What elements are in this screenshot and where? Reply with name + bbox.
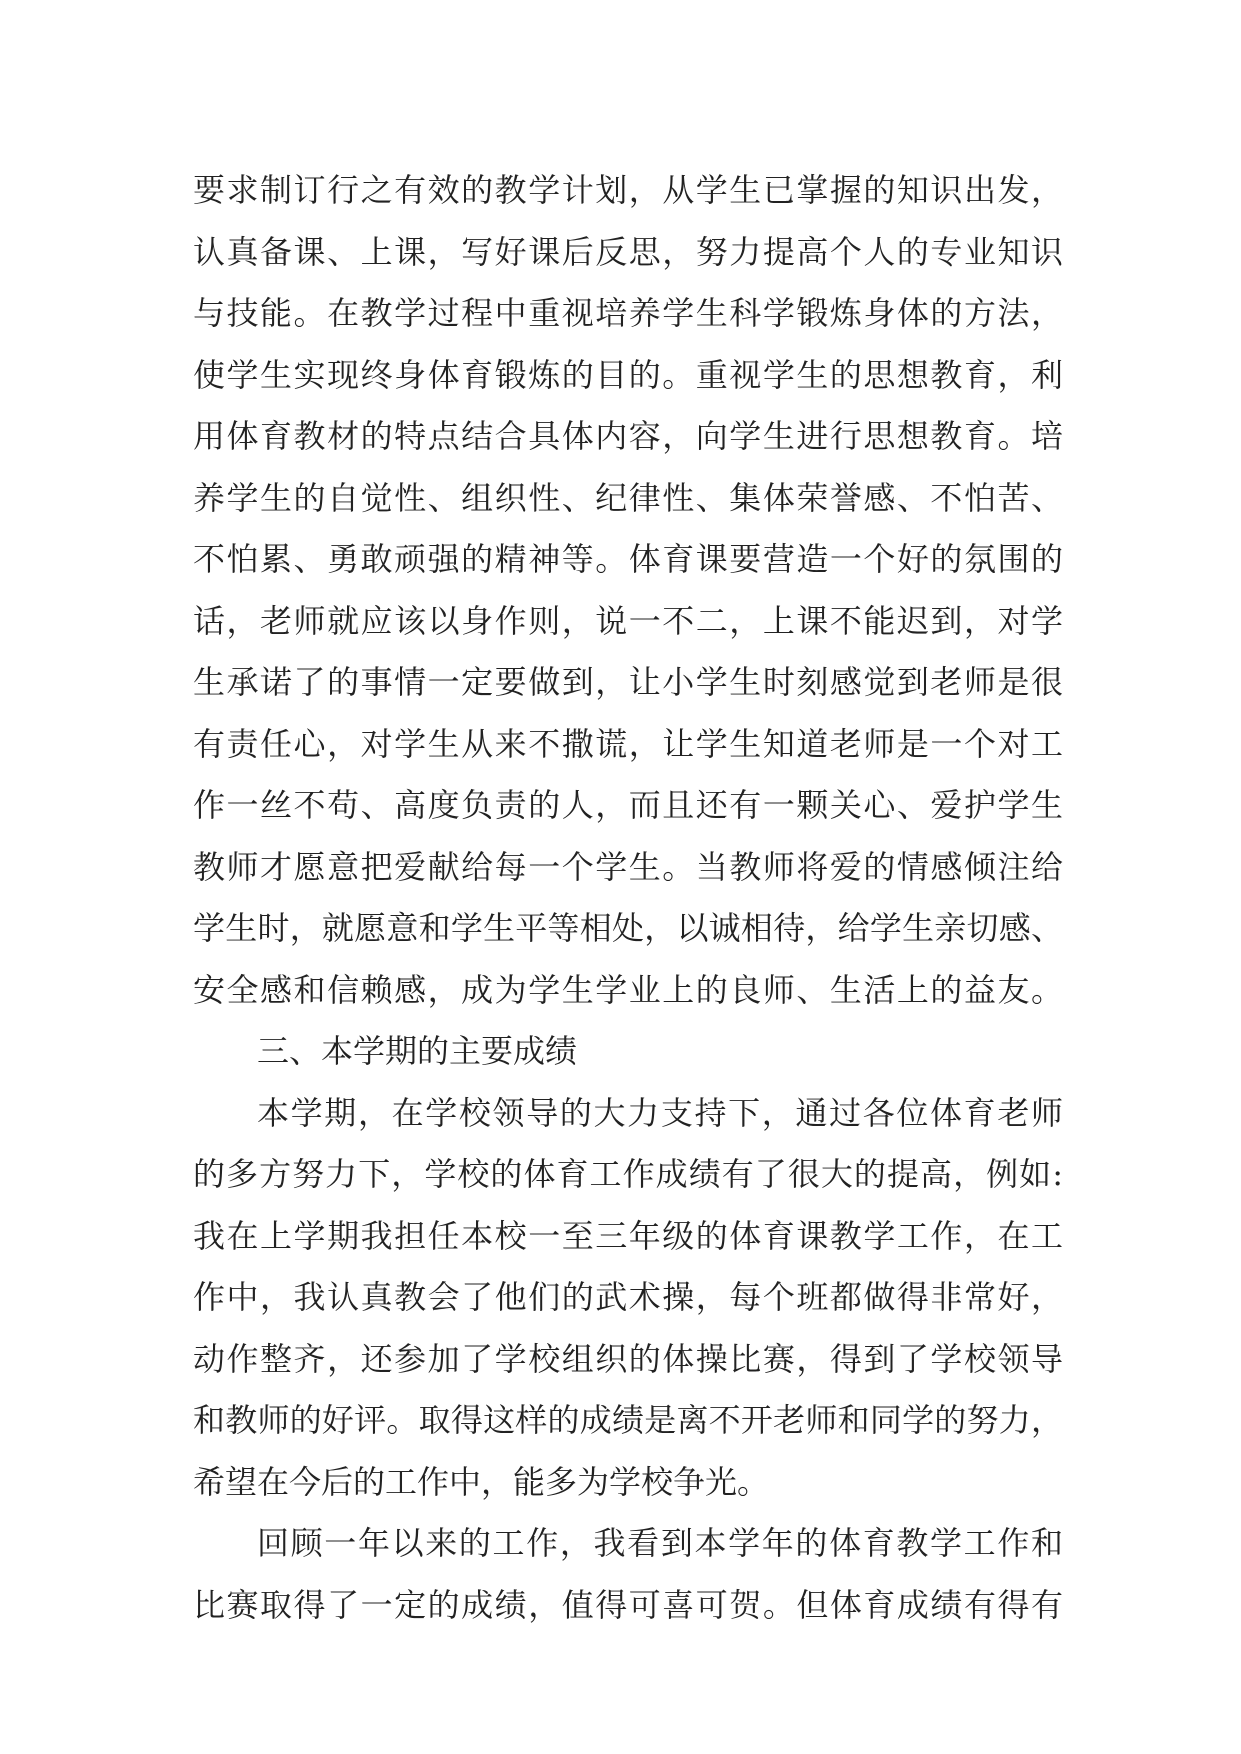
text-line: 要求制订行之有效的教学计划，从学生已掌握的知识出发，	[193, 171, 1063, 209]
text-line: 生承诺了的事情一定要做到，让小学生时刻感觉到老师是很	[193, 663, 1063, 701]
text-line: 使学生实现终身体育锻炼的目的。重视学生的思想教育，利	[193, 355, 1063, 394]
text-line: 作一丝不苟、高度负责的人，而且还有一颗关心、爱护学生	[193, 786, 1063, 824]
text-line: 动作整齐，还参加了学校组织的体操比赛，得到了学校领导	[193, 1339, 1063, 1378]
text-line: 用体育教材的特点结合具体内容，向学生进行思想教育。培	[193, 417, 1063, 455]
text-line: 作中，我认真教会了他们的武术操，每个班都做得非常好，	[193, 1278, 1063, 1316]
text-line: 养学生的自觉性、组织性、纪律性、集体荣誉感、不怕苦、	[193, 478, 1063, 517]
text-line: 话，老师就应该以身作则，说一不二，上课不能迟到，对学	[193, 601, 1063, 640]
section-heading: 三、本学期的主要成绩	[257, 1032, 578, 1070]
text-line: 学生时，就愿意和学生平等相处，以诚相待，给学生亲切感、	[193, 909, 1063, 947]
text-line: 本学期，在学校领导的大力支持下，通过各位体育老师	[257, 1093, 1063, 1132]
body-text	[193, 160, 1063, 1636]
text-line: 有责任心，对学生从来不撒谎，让学生知道老师是一个对工	[193, 724, 1063, 763]
text-line: 不怕累、勇敢顽强的精神等。体育课要营造一个好的氛围的	[193, 540, 1063, 578]
text-line: 回顾一年以来的工作，我看到本学年的体育教学工作和	[257, 1524, 1063, 1562]
text-line: 安全感和信赖感，成为学生学业上的良师、生活上的益友。	[193, 970, 1063, 1009]
text-line: 的多方努力下，学校的体育工作成绩有了很大的提高，例如:	[193, 1155, 1063, 1193]
text-line: 教师才愿意把爱献给每一个学生。当教师将爱的情感倾注给	[193, 847, 1063, 886]
text-line: 认真备课、上课，写好课后反思，努力提高个人的专业知识	[193, 232, 1063, 271]
text-line: 和教师的好评。取得这样的成绩是离不开老师和同学的努力，	[193, 1401, 1063, 1439]
text-line: 比赛取得了一定的成绩，值得可喜可贺。但体育成绩有得有	[193, 1585, 1063, 1624]
text-line: 我在上学期我担任本校一至三年级的体育课教学工作，在工	[193, 1216, 1063, 1255]
text-line: 希望在今后的工作中，能多为学校争光。	[193, 1462, 770, 1501]
text-line: 与技能。在教学过程中重视培养学生科学锻炼身体的方法，	[193, 294, 1063, 332]
